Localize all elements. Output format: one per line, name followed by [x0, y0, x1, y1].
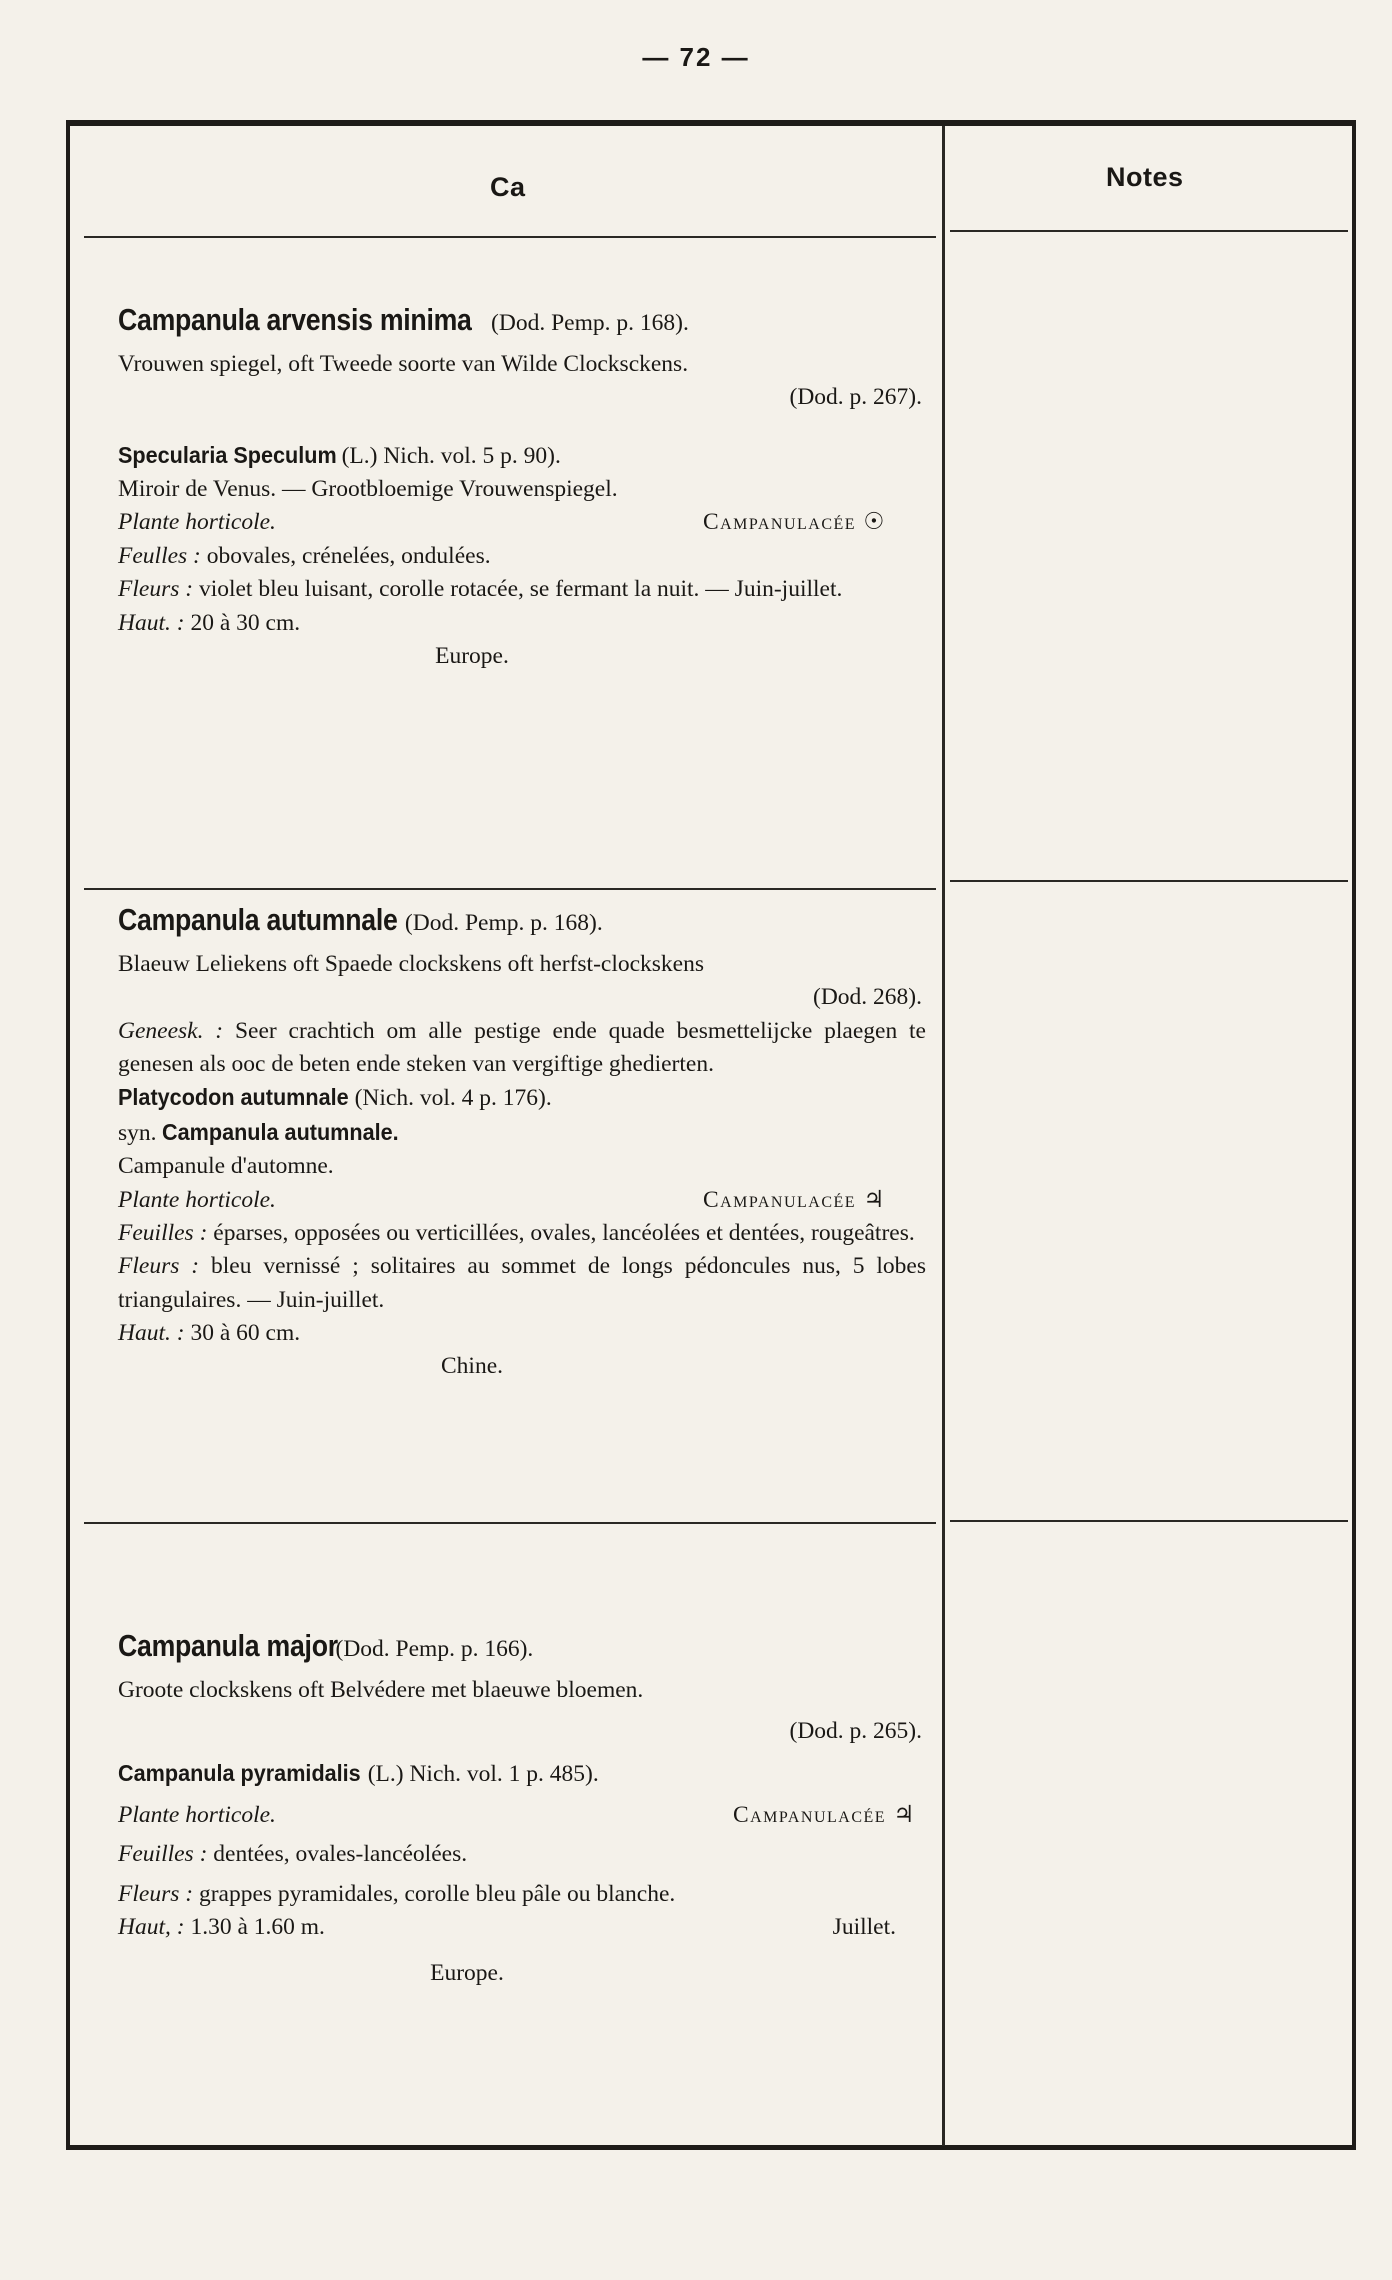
vernacular-name: Groote clockskens oft Belvédere met blaeuwe bloemen.	[118, 1677, 644, 1704]
entry-reference: (Dod. Pemp. p. 168).	[491, 310, 689, 336]
modern-reference: (L.) Nich. vol. 1 p. 485).	[367, 1760, 599, 1787]
flowering-season: Juillet.	[832, 1914, 896, 1941]
height-text: 30 à 60 cm.	[190, 1319, 301, 1346]
entry-title-line	[118, 298, 926, 342]
flowers-text: grappes pyramidales, corolle bleu pâle ou blanche.	[198, 1880, 676, 1907]
height-line	[118, 1911, 926, 1944]
modern-name: Specularia Speculum	[118, 441, 337, 468]
leaves-line	[118, 540, 926, 573]
plant-family: Campanulacée ♃	[732, 1802, 916, 1829]
height-text: 1.30 à 1.60 m.	[190, 1914, 325, 1941]
flowers-label: Fleurs :	[118, 1253, 200, 1280]
entry-title-line	[118, 898, 926, 942]
flowers-line	[118, 1878, 926, 1911]
leaves-line	[118, 1838, 926, 1871]
height-line	[118, 607, 926, 640]
leaves-text: dentées, ovales-lancéolées.	[213, 1841, 468, 1868]
entry-title-line	[118, 1624, 926, 1668]
entry-campanula-autumnale	[118, 898, 926, 1384]
plant-type-line	[118, 1799, 926, 1832]
modern-name: Campanula pyramidalis	[118, 1759, 361, 1786]
synonym-line	[118, 1116, 926, 1150]
leaves-line	[118, 1217, 926, 1250]
height-text: 20 à 30 cm.	[190, 609, 301, 636]
entry-divider-1-right	[950, 880, 1348, 882]
vernacular-reference: (Dod. 268).	[813, 984, 922, 1011]
medicinal-line	[118, 1015, 926, 1082]
plant-family: Campanulacée ♃	[702, 1186, 886, 1213]
flowers-text: bleu vernissé ; solitaires au sommet de longs pédoncules nus, 5 lobes triangulaires. — Juin-juillet.	[118, 1253, 927, 1313]
column-header-notes: Notes	[1106, 162, 1184, 192]
column-header-left: Ca	[490, 172, 526, 202]
modern-reference: (L.) Nich. vol. 5 p. 90).	[341, 442, 561, 469]
origin: Europe.	[430, 1959, 504, 1986]
entry-title: Campanula autumnale	[118, 902, 398, 937]
height-label: Haut. :	[118, 1319, 185, 1346]
modern-reference: (Nich. vol. 4 p. 176).	[354, 1085, 552, 1112]
leaves-label: Feuilles :	[118, 1841, 208, 1868]
column-separator	[942, 126, 945, 2146]
vernacular-name: Blaeuw Leliekens oft Spaede clockskens oft herfst-clockskens	[118, 951, 705, 978]
entry-divider-1-left	[84, 888, 936, 890]
origin: Europe.	[435, 642, 509, 669]
modern-name-line	[118, 1757, 926, 1791]
entry-campanula-major	[118, 1624, 926, 1990]
height-line	[118, 1317, 926, 1350]
modern-name: Platycodon autumnale	[118, 1084, 349, 1111]
entry-campanula-arvensis-minima	[118, 298, 926, 673]
header-rule-right	[950, 230, 1348, 232]
plant-type: Plante horticole.	[118, 1186, 276, 1213]
vernacular-reference: (Dod. p. 265).	[789, 1718, 922, 1745]
entry-divider-2-left	[84, 1522, 936, 1524]
entry-divider-2-right	[950, 1520, 1348, 1522]
synonym-prefix: syn.	[118, 1119, 157, 1146]
origin: Chine.	[440, 1353, 503, 1380]
plant-type: Plante horticole.	[118, 1802, 276, 1829]
entry-title: Campanula major	[118, 1628, 338, 1663]
plant-type-line	[118, 506, 926, 539]
plant-type: Plante horticole.	[118, 509, 276, 536]
medicinal-label: Geneesk. :	[118, 1017, 224, 1044]
entry-reference: (Dod. Pemp. p. 166).	[335, 1636, 534, 1662]
flowers-label: Fleurs :	[118, 576, 194, 603]
entry-title: Campanula arvensis minima	[118, 302, 472, 337]
common-names: Miroir de Venus. — Grootbloemige Vrouwenspiegel.	[118, 476, 618, 503]
flowers-text: violet bleu luisant, corolle rotacée, se fermant la nuit. — Juin-juillet.	[198, 576, 843, 603]
header-rule-left	[84, 236, 936, 238]
modern-name-line	[118, 439, 926, 473]
leaves-text: obovales, crénelées, ondulées.	[206, 542, 491, 569]
common-names: Campanule d'automne.	[118, 1153, 334, 1180]
leaves-text: éparses, opposées ou verticillées, ovales, lancéolées et dentées, rougeâtres.	[213, 1219, 915, 1246]
flowers-label: Fleurs :	[118, 1880, 194, 1907]
entry-reference: (Dod. Pemp. p. 168).	[404, 910, 603, 936]
leaves-label: Feuilles :	[118, 1219, 208, 1246]
modern-name-line	[118, 1081, 926, 1115]
plant-type-line	[118, 1184, 926, 1217]
height-label: Haut, :	[118, 1914, 185, 1941]
flowers-line	[118, 573, 926, 606]
height-label: Haut. :	[118, 609, 185, 636]
vernacular-reference: (Dod. p. 267).	[789, 384, 922, 411]
page-number: — 72 —	[642, 42, 750, 72]
synonym-name: Campanula autumnale.	[162, 1118, 400, 1145]
plant-family: Campanulacée ☉	[702, 509, 886, 536]
medicinal-text: Seer crachtich om alle pestige ende quade besmettelijcke plaegen te genesen als ooc de beten ende steken van vergiftige ghedierten.	[118, 1017, 926, 1078]
vernacular-name: Vrouwen spiegel, oft Tweede soorte van Wilde Clocksckens.	[118, 351, 689, 378]
leaves-label: Feulles :	[118, 542, 201, 569]
flowers-line	[118, 1250, 926, 1317]
